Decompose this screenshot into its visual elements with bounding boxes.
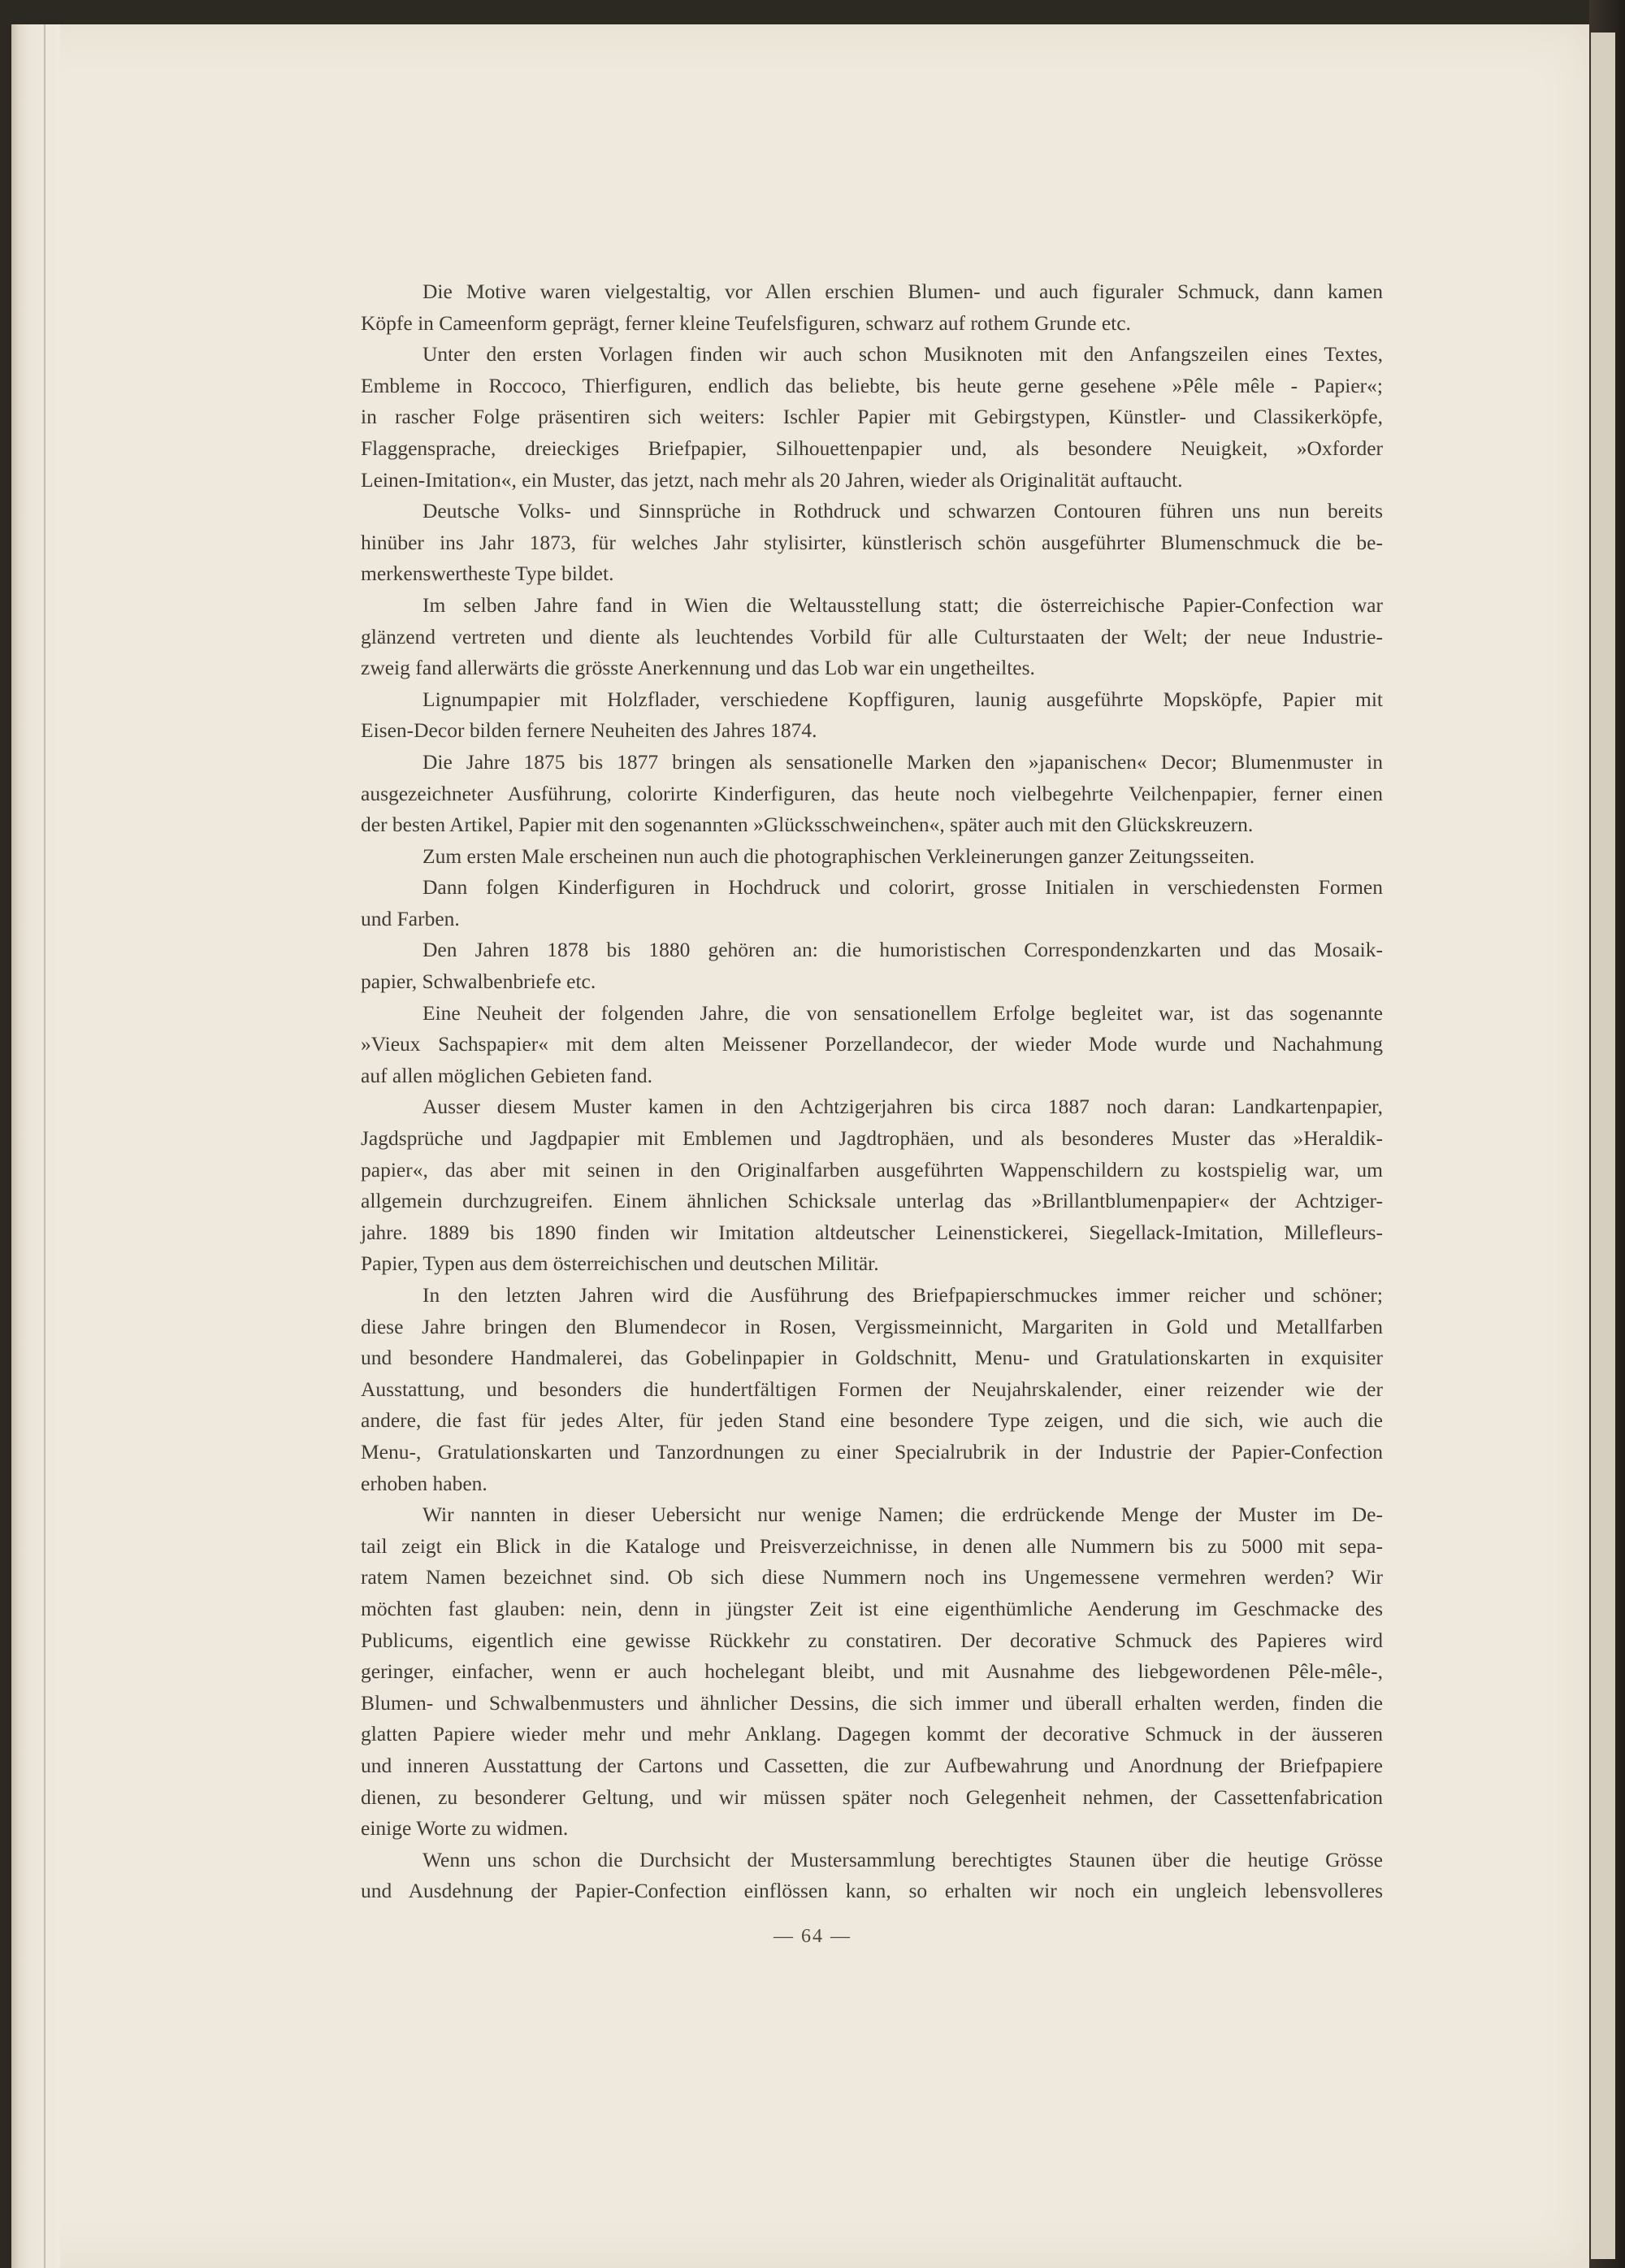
- text-line: Flaggensprache, dreieckiges Briefpapier, Silhouettenpapier und, als besondere Neuigkeit, »Oxforder: [361, 436, 1383, 460]
- text-line: möchten fast glauben: nein, denn in jüngster Zeit ist eine eigenthümliche Aenderung im Geschmacke des: [361, 1596, 1383, 1620]
- text-line: einige Worte zu widmen.: [361, 1816, 569, 1841]
- paragraph: [361, 1499, 1383, 1845]
- paragraph: [361, 998, 1383, 1092]
- text-line: tail zeigt ein Blick in die Kataloge und Preisverzeichnisse, in denen alle Nummern bis zu 5000 mit sepa-: [361, 1533, 1383, 1558]
- text-line: Wir nannten in dieser Uebersicht nur wenige Namen; die erdrückende Menge der Muster im De-: [422, 1503, 1383, 1527]
- text-line: geringer, einfacher, wenn er auch hochelegant bleibt, und mit Ausnahme des liebgewordenen Pêle-mêle-,: [361, 1659, 1383, 1684]
- text-line: Die Jahre 1875 bis 1877 bringen als sensationelle Marken den »japanischen« Decor; Blumenmuster in: [422, 749, 1383, 774]
- text-line: auf allen möglichen Gebieten fand.: [361, 1063, 652, 1087]
- paragraph: [361, 841, 1383, 873]
- paragraph: [361, 1280, 1383, 1499]
- text-line: merkenswertheste Type bildet.: [361, 562, 614, 586]
- page-number: — 64 —: [774, 1926, 852, 1947]
- text-line: erhoben haben.: [361, 1471, 488, 1495]
- text-line: und inneren Ausstattung der Cartons und Cassetten, die zur Aufbewahrung und Anordnung der Briefpapiere: [361, 1753, 1383, 1777]
- text-line: hinüber ins Jahr 1873, für welches Jahr stylisirter, künstlerisch schön ausgeführter Blumenschmuck die be-: [361, 530, 1383, 554]
- text-line: ausgezeichneter Ausführung, colorirte Kinderfiguren, das heute noch vielbegehrte Veilchenpapier, ferner einen: [361, 781, 1383, 805]
- text-line: glatten Papiere wieder mehr und mehr Anklang. Dagegen kommt der decorative Schmuck in der äusseren: [361, 1722, 1383, 1746]
- text-line: Den Jahren 1878 bis 1880 gehören an: die humoristischen Correspondenzkarten und das Mosaik-: [422, 938, 1383, 962]
- text-line: In den letzten Jahren wird die Ausführung des Briefpapierschmuckes immer reicher und schöner;: [422, 1283, 1383, 1307]
- text-line: Dann folgen Kinderfiguren in Hochdruck und colorirt, grosse Initialen in verschiedensten Formen: [422, 875, 1383, 900]
- text-line: allgemein durchzugreifen. Einem ähnlichen Schicksale unterlag das »Brillantblumenpapier« der Achtziger-: [361, 1189, 1383, 1213]
- text-line: dienen, zu besonderer Geltung, und wir müssen später noch Gelegenheit nehmen, der Cassettenfabrication: [361, 1784, 1383, 1809]
- text-line: Eisen-Decor bilden fernere Neuheiten des Jahres 1874.: [361, 718, 817, 743]
- text-line: Ausser diesem Muster kamen in den Achtzigerjahren bis circa 1887 noch daran: Landkartenpapier,: [422, 1095, 1383, 1119]
- text-line: Zum ersten Male erscheinen nun auch die photographischen Verkleinerungen ganzer Zeitungsseiten.: [422, 843, 1255, 868]
- next-page-edge: [1591, 33, 1615, 2259]
- paragraph: [361, 935, 1383, 997]
- text-line: und Farben.: [361, 906, 460, 930]
- text-line: papier«, das aber mit seinen in den Originalfarben ausgeführten Wappenschildern zu kostspielig war, um: [361, 1157, 1383, 1182]
- text-line: ratem Namen bezeichnet sind. Ob sich diese Nummern noch ins Ungemessene vermehren werden? Wir: [361, 1565, 1383, 1589]
- text-line: Wenn uns schon die Durchsicht der Mustersammlung berechtigtes Staunen über die heutige Grösse: [422, 1847, 1383, 1871]
- paragraph: [361, 276, 1383, 339]
- text-line: Embleme in Roccoco, Thierfiguren, endlich das beliebte, bis heute gerne gesehene »Pêle mêle - Papier«;: [361, 373, 1383, 397]
- paragraph: [361, 590, 1383, 684]
- text-line: diese Jahre bringen den Blumendecor in Rosen, Vergissmeinnicht, Margariten in Gold und Metallfarben: [361, 1314, 1383, 1338]
- text-line: Im selben Jahre fand in Wien die Weltausstellung statt; die österreichische Papier-Confection war: [422, 592, 1383, 617]
- text-line: Deutsche Volks- und Sinnsprüche in Rothdruck und schwarzen Contouren führen uns nun bereits: [422, 499, 1383, 523]
- text-line: Die Motive waren vielgestaltig, vor Allen erschien Blumen- und auch figuraler Schmuck, dann kamen: [422, 280, 1383, 303]
- text-line: Publicums, eigentlich eine gewisse Rückkehr zu constatiren. Der decorative Schmuck des Papieres wird: [361, 1628, 1383, 1652]
- paragraph: [361, 1845, 1383, 1907]
- text-line: Köpfe in Cameenform geprägt, ferner kleine Teufelsfiguren, schwarz auf rothem Grunde etc.: [361, 310, 1131, 335]
- text-line: papier, Schwalbenbriefe etc.: [361, 969, 596, 994]
- paragraph: [361, 339, 1383, 496]
- text-line: Lignumpapier mit Holzflader, verschiedene Kopffiguren, launig ausgeführte Mopsköpfe, Papier mit: [422, 687, 1383, 711]
- paragraph: [361, 747, 1383, 841]
- text-line: glänzend vertreten und diente als leuchtendes Vorbild für alle Culturstaaten der Welt; der neue Industrie-: [361, 624, 1383, 648]
- text-line: Menu-, Gratulationskarten und Tanzordnungen zu einer Specialrubrik in der Industrie der Papier-Confection: [361, 1439, 1383, 1464]
- text-line: Jagdsprüche und Jagdpapier mit Emblemen und Jagdtrophäen, und als besonderes Muster das »Heraldik-: [361, 1126, 1383, 1151]
- text-line: Papier, Typen aus dem österreichischen und deutschen Militär.: [361, 1251, 879, 1276]
- text-line: »Vieux Sachspapier« mit dem alten Meissener Porzellandecor, der wieder Mode wurde und Nachahmung: [361, 1032, 1383, 1056]
- text-line: Eine Neuheit der folgenden Jahre, die von sensationellem Erfolge begleitet war, ist das sogenannte: [422, 1000, 1383, 1025]
- text-line: der besten Artikel, Papier mit den sogenannten »Glücksschweinchen«, später auch mit den Glückskreuzern.: [361, 813, 1254, 837]
- text-line: und Ausdehnung der Papier-Confection einflössen kann, so erhalten wir noch ein ungleich lebensvolleres: [361, 1879, 1383, 1903]
- text-line: Blumen- und Schwalbenmusters und ähnlicher Dessins, die sich immer und überall erhalten werden, finden die: [361, 1690, 1383, 1715]
- text-line: zweig fand allerwärts die grösste Anerkennung und das Lob war ein ungetheiltes.: [361, 656, 1035, 680]
- text-line: Unter den ersten Vorlagen finden wir auch schon Musiknoten mit den Anfangszeilen eines Textes,: [422, 342, 1383, 366]
- text-line: Leinen-Imitation«, ein Muster, das jetzt, nach mehr als 20 Jahren, wieder als Originalität auftaucht.: [361, 467, 1183, 492]
- text-line: jahre. 1889 bis 1890 finden wir Imitation altdeutscher Leinenstickerei, Siegellack-Imitation, Millefleurs-: [361, 1220, 1383, 1244]
- text-line: und besondere Handmalerei, das Gobelinpapier in Goldschnitt, Menu- und Gratulationskarten in exquisiter: [361, 1346, 1383, 1370]
- paragraph: [361, 496, 1383, 590]
- paragraph: [361, 1091, 1383, 1280]
- text-line: in rascher Folge präsentiren sich weiters: Ischler Papier mit Gebirgstypen, Künstler- und Classikerköpfe,: [361, 405, 1383, 429]
- text-line: andere, die fast für jedes Alter, für jeden Stand eine besondere Type zeigen, und die sich, wie auch die: [361, 1408, 1383, 1433]
- paragraph: [361, 684, 1383, 747]
- text-line: Ausstattung, und besonders die hundertfältigen Formen der Neujahrskalender, einer reizender wie der: [361, 1377, 1383, 1401]
- body-text: [361, 276, 1383, 1907]
- paragraph: [361, 872, 1383, 935]
